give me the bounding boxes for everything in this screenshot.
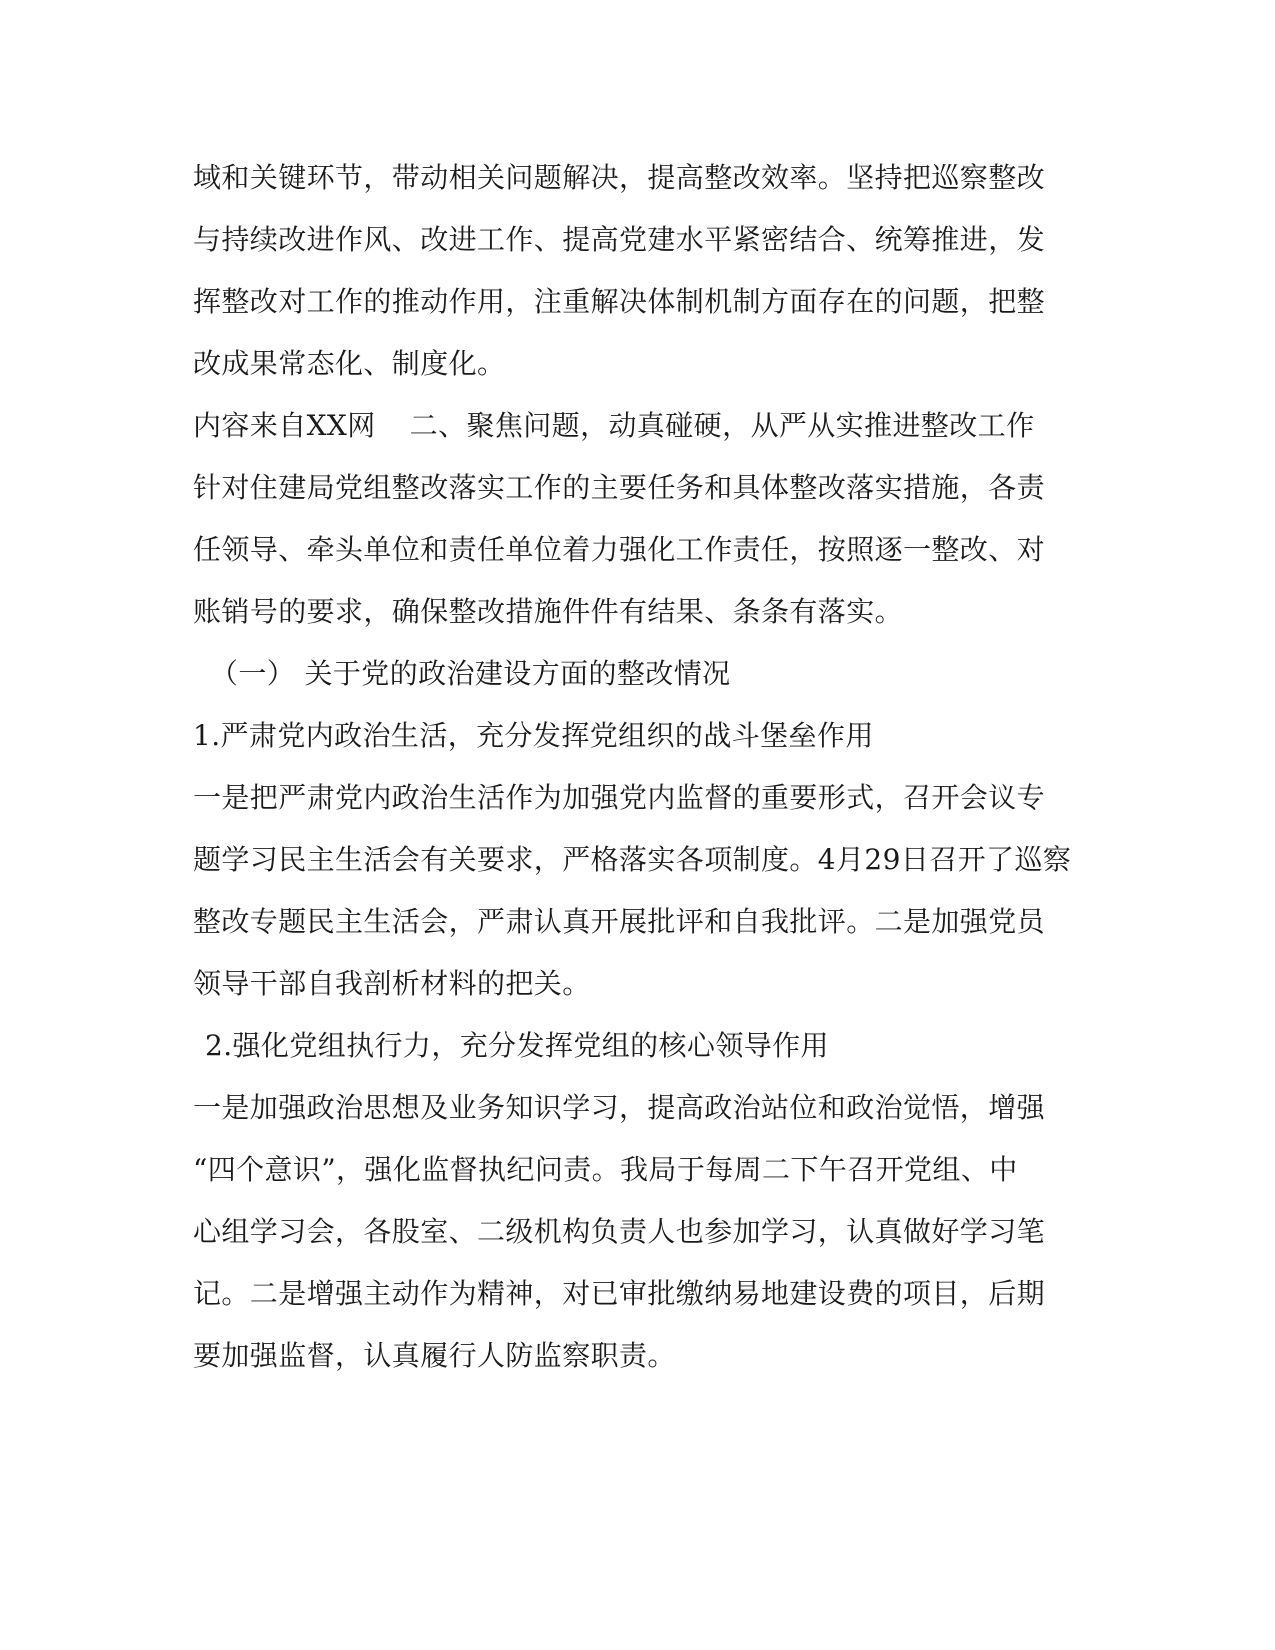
paragraph-line: 挥整改对工作的推动作用，注重解决体制机制方面存在的问题，把整 (193, 285, 1046, 318)
paragraph-line: 任领导、牵头单位和责任单位着力强化工作责任，按照逐一整改、对 (193, 533, 1046, 566)
paragraph-line: 一是加强政治思想及业务知识学习，提高政治站位和政治觉悟，增强 (193, 1091, 1046, 1124)
section-two-heading: 二、聚焦问题，动真碰硬，从严从实推进整改工作 (409, 409, 1035, 442)
paragraph-line: 题学习民主生活会有关要求，严格落实各项制度。4月29日召开了巡察 (193, 843, 1072, 876)
item-heading: 1.严肃党内政治生活，充分发挥党组织的战斗堡垒作用 (193, 719, 874, 752)
source-note: 内容来自XX网 (193, 409, 376, 442)
paragraph-line: 心组学习会，各股室、二级机构负责人也参加学习，认真做好学习笔 (193, 1215, 1046, 1248)
paragraph-line: “四个意识”，强化监督执纪问责。我局于每周二下午召开党组、中 (193, 1153, 1018, 1186)
paragraph-line: 域和关键环节，带动相关问题解决，提高整改效率。坚持把巡察整改 (193, 161, 1046, 194)
paragraph-line: 整改专题民主生活会，严肃认真开展批评和自我批评。二是加强党员 (193, 905, 1046, 938)
paragraph-line: 要加强监督，认真履行人防监察职责。 (193, 1339, 676, 1372)
item-heading: 2.强化党组执行力，充分发挥党组的核心领导作用 (205, 1029, 829, 1062)
paragraph-line: 一是把严肃党内政治生活作为加强党内监督的重要形式，召开会议专 (193, 781, 1046, 814)
subsection-heading: （一） 关于党的政治建设方面的整改情况 (210, 657, 731, 690)
paragraph-line: 记。二是增强主动作为精神，对已审批缴纳易地建设费的项目，后期 (193, 1277, 1046, 1310)
paragraph-line: 针对住建局党组整改落实工作的主要任务和具体整改落实措施，各责 (193, 471, 1046, 504)
paragraph-line: 与持续改进作风、改进工作、提高党建水平紧密结合、统筹推进，发 (193, 223, 1046, 256)
paragraph-line: 领导干部自我剖析材料的把关。 (193, 967, 591, 1000)
paragraph-line: 改成果常态化、制度化。 (193, 347, 506, 380)
paragraph-line: 账销号的要求，确保整改措施件件有结果、条条有落实。 (193, 595, 904, 628)
section-heading-line (193, 406, 1093, 446)
